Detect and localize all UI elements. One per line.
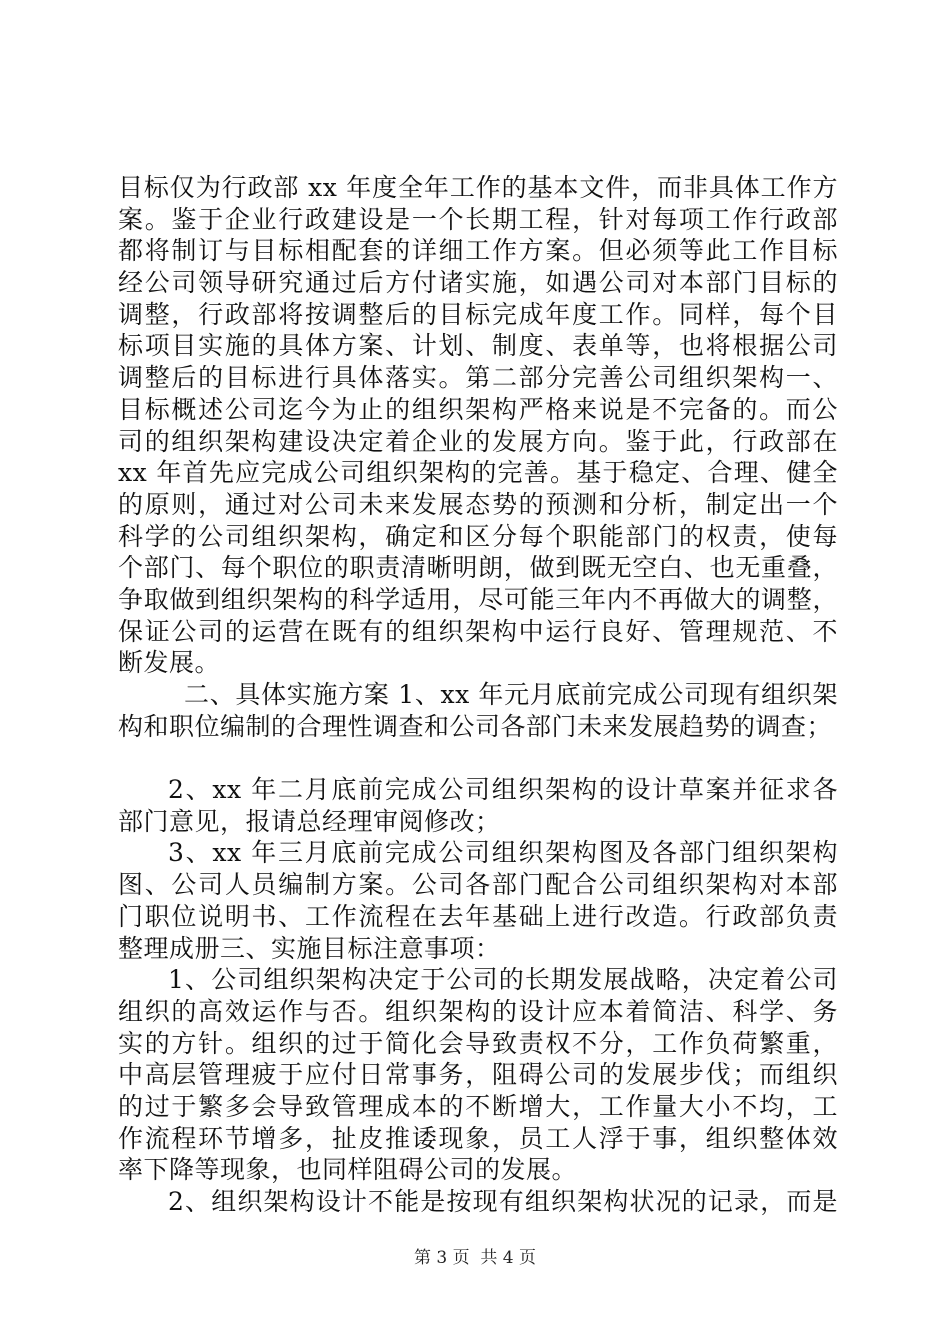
text-line: 调整后的目标进行具体落实。第二部分完善公司组织架构一、: [118, 363, 838, 393]
text-line: 门职位说明书、工作流程在去年基础上进行改造。行政部负责: [118, 901, 838, 931]
text-line: 目标概述公司迄今为止的组织架构严格来说是不完备的。而公: [118, 394, 838, 424]
text-line: 2、组织架构设计不能是按现有组织架构状况的记录，而是: [168, 1187, 838, 1216]
text-line: 组织的高效运作与否。组织架构的设计应本着简洁、科学、务: [118, 996, 838, 1026]
text-line: 率下降等现象，也同样阻碍公司的发展。: [118, 1155, 578, 1185]
text-line: xx 年首先应完成公司组织架构的完善。基于稳定、合理、健全: [118, 458, 838, 488]
text-line: 1、公司组织架构决定于公司的长期发展战略，决定着公司: [168, 965, 838, 995]
page-footer: [0, 1243, 950, 1268]
text-line: 调整，行政部将按调整后的目标完成年度工作。同样，每个目: [118, 299, 838, 329]
text-line: 目标仅为行政部 xx 年度全年工作的基本文件，而非具体工作方: [118, 173, 838, 202]
paragraph-gap: [118, 742, 838, 774]
text-line: 个部门、每个职位的职责清晰明朗，做到既无空白、也无重叠，: [118, 553, 838, 583]
text-line: 中高层管理疲于应付日常事务，阻碍公司的发展步伐；而组织: [118, 1060, 838, 1090]
text-line: 经公司领导研究通过后方付诸实施，如遇公司对本部门目标的: [118, 268, 838, 298]
text-line: 都将制订与目标相配套的详细工作方案。但必须等此工作目标: [118, 236, 838, 266]
text-line: 科学的公司组织架构，确定和区分每个职能部门的权责，使每: [118, 521, 838, 551]
text-line: 整理成册三、实施目标注意事项：: [118, 933, 501, 963]
text-line: 司的组织架构建设决定着企业的发展方向。鉴于此，行政部在: [118, 426, 838, 456]
text-line: 的过于繁多会导致管理成本的不断增大，工作量大小不均，工: [118, 1091, 838, 1121]
text-line: 保证公司的运营在既有的组织架构中运行良好、管理规范、不: [118, 616, 838, 646]
text-line: 的原则，通过对公司未来发展态势的预测和分析，制定出一个: [118, 489, 838, 519]
text-line: 二、具体实施方案 1、xx 年元月底前完成公司现有组织架: [184, 680, 838, 709]
text-line: 争取做到组织架构的科学适用，尽可能三年内不再做大的调整，: [118, 584, 838, 614]
text-line: 实的方针。组织的过于简化会导致责权不分，工作负荷繁重，: [118, 1028, 838, 1058]
text-line: 构和职位编制的合理性调查和公司各部门未来发展趋势的调查；: [118, 711, 833, 741]
text-line: 断发展。: [118, 648, 221, 678]
document-body: [118, 172, 838, 1218]
page-number: 第 3 页 共 4 页: [413, 1248, 537, 1268]
text-line: 2、xx 年二月底前完成公司组织架构的设计草案并征求各: [168, 775, 838, 805]
text-line: 3、xx 年三月底前完成公司组织架构图及各部门组织架构: [168, 838, 838, 868]
text-line: 案。鉴于企业行政建设是一个长期工程，针对每项工作行政部: [118, 204, 838, 234]
text-line: 图、公司人员编制方案。公司各部门配合公司组织架构对本部: [118, 870, 838, 900]
text-line: 部门意见，报请总经理审阅修改；: [118, 806, 501, 836]
text-line: 作流程环节增多，扯皮推诿现象，员工人浮于事，组织整体效: [118, 1123, 838, 1153]
text-line: 标项目实施的具体方案、计划、制度、表单等，也将根据公司: [118, 331, 838, 361]
